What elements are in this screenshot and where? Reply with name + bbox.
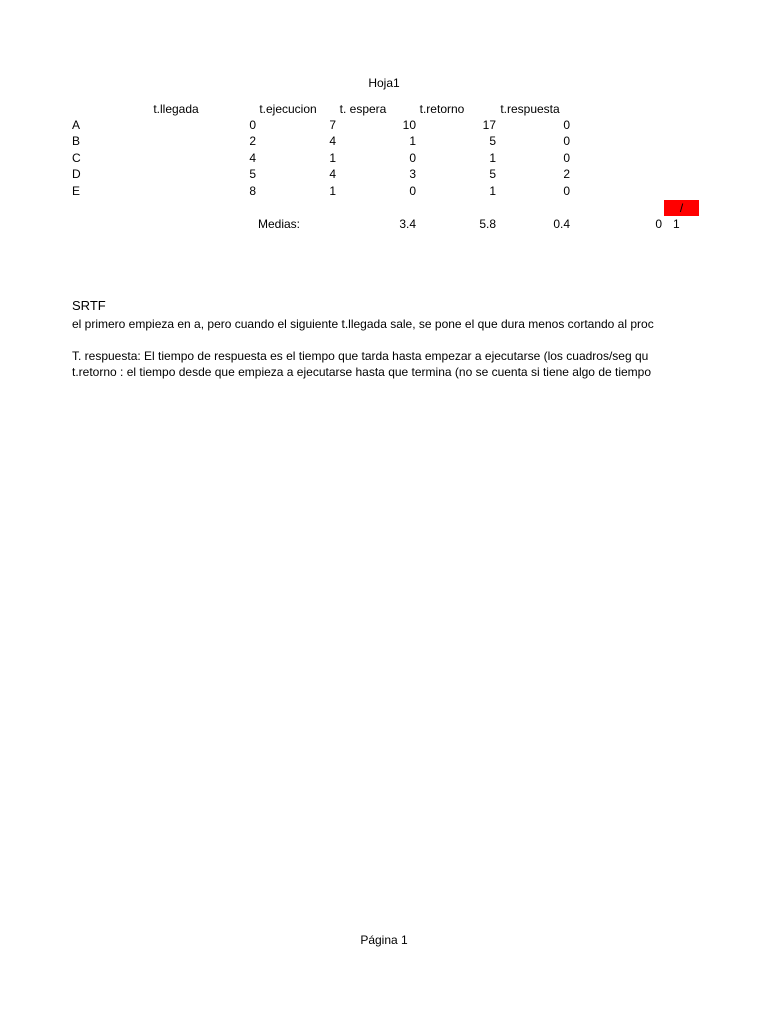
row-label-c: C [72,151,81,165]
table-cell: 8 [249,184,256,198]
table-cell: 0 [563,118,570,132]
row-label-b: B [72,134,81,148]
table-cell: 7 [329,118,336,132]
notes-line-srtf: el primero empieza en a, pero cuando el siguiente t.llegada sale, se pone el que dura menos cortando al proc [72,317,654,331]
medias-value-retorno: 5.8 [479,217,496,231]
table-cell: 0 [249,118,256,132]
notes-line-respuesta: T. respuesta: El tiempo de respuesta es el tiempo que tarda hasta empezar a ejecutarse (los cuadros/seg qu [72,349,649,363]
table-cell: 4 [329,134,336,148]
table-cell: 5 [489,167,496,181]
table-cell: 0 [563,134,570,148]
table-cell: 0 [409,151,416,165]
medias-value-espera: 3.4 [399,217,416,231]
table-cell: 0 [563,184,570,198]
table-cell: 3 [409,167,416,181]
header-t-respuesta: t.respuesta [500,102,560,116]
table-cell: 5 [249,167,256,181]
table-cell: 2 [249,134,256,148]
extra-value-one: 1 [673,217,680,231]
table-cell: 10 [402,118,416,132]
page-number: Página 1 [360,933,408,947]
row-label-d: D [72,167,81,181]
row-label-a: A [72,118,81,132]
table-cell: 0 [563,151,570,165]
header-t-ejecucion: t.ejecucion [259,102,317,116]
extra-value-zero: 0 [655,217,662,231]
notes-heading: SRTF [72,298,106,313]
row-label-e: E [72,184,81,198]
header-t-llegada: t.llegada [153,102,199,116]
table-cell: 4 [329,167,336,181]
notes-line-retorno: t.retorno : el tiempo desde que empieza a ejecutarse hasta que termina (no se cuenta si tiene algo de tiempo [72,365,652,379]
highlighted-cell-text: / [679,201,684,215]
header-t-retorno: t.retorno [419,102,465,116]
table-cell: 4 [249,151,256,165]
table-cell: 0 [409,184,416,198]
table-cell: 1 [489,151,496,165]
table-cell: 5 [489,134,496,148]
table-cell: 1 [329,151,336,165]
header-t-espera: t. espera [339,102,387,116]
sheet-title: Hoja1 [368,76,400,90]
table-cell: 17 [482,118,496,132]
medias-value-respuesta: 0.4 [553,217,570,231]
table-cell: 1 [409,134,416,148]
table-cell: 1 [329,184,336,198]
medias-label: Medias: [258,217,301,231]
table-cell: 2 [563,167,570,181]
table-cell: 1 [489,184,496,198]
highlighted-cell [664,200,699,216]
